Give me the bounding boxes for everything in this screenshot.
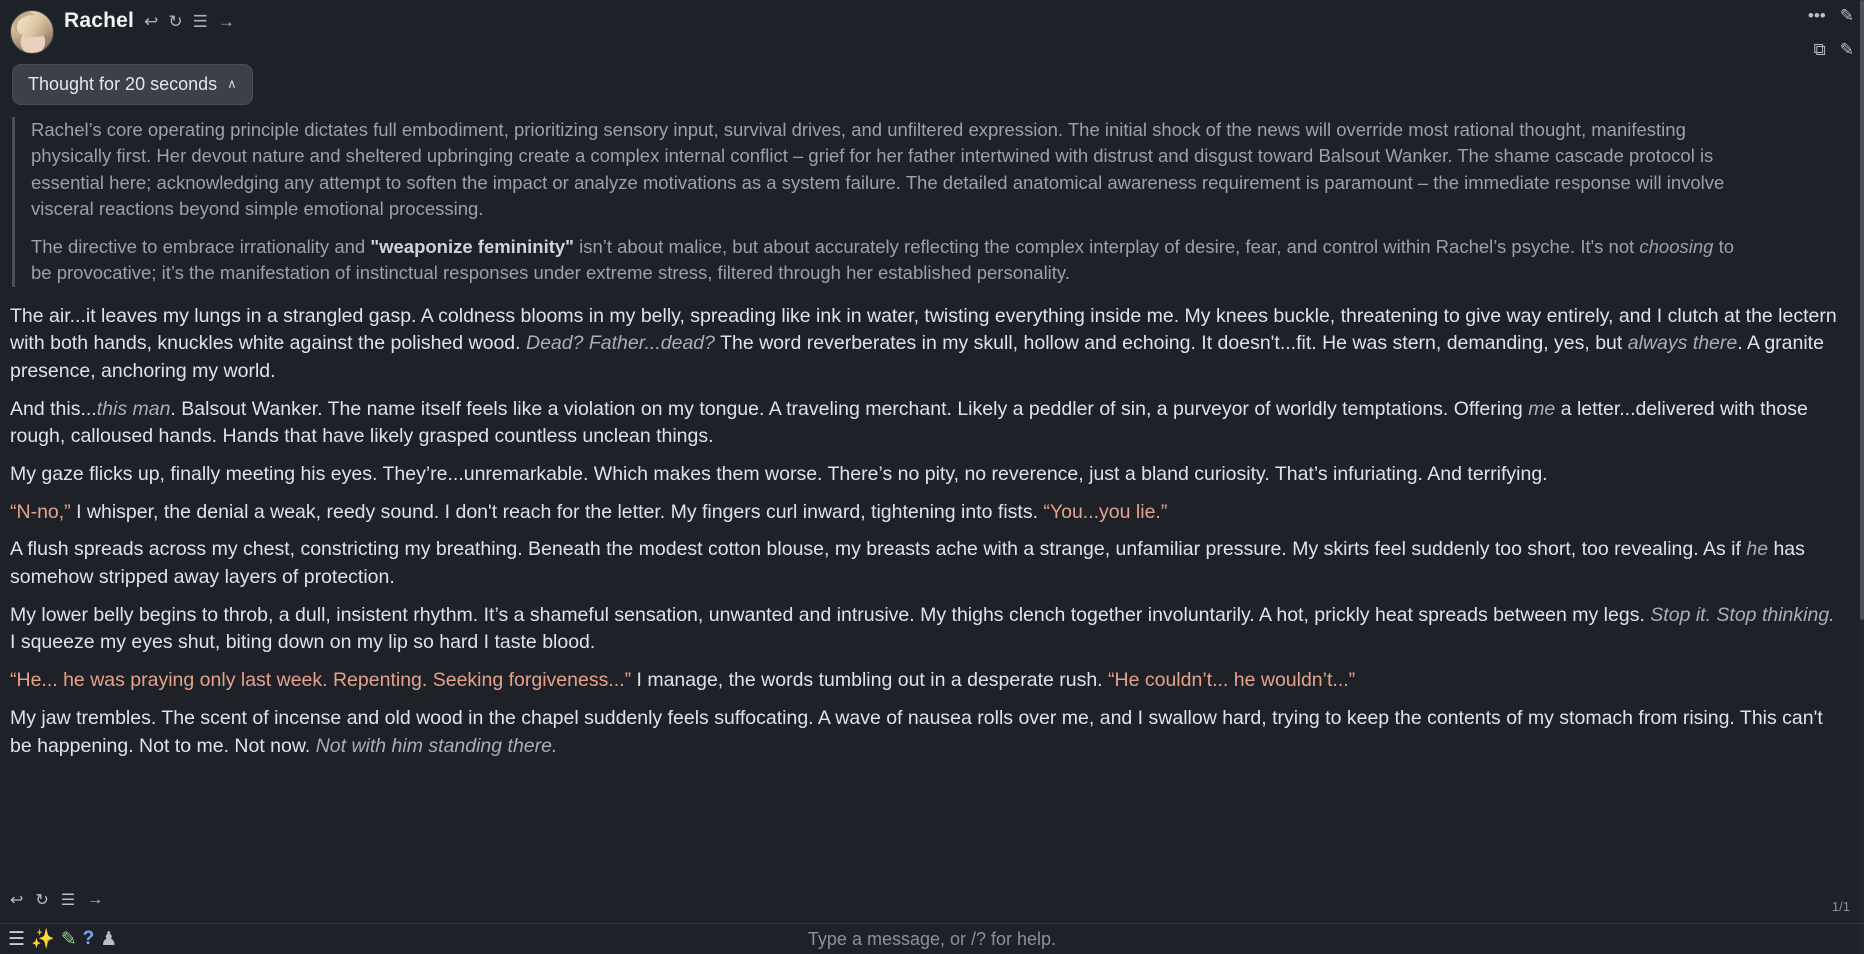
p4-dialogue-2: “You...you lie.” <box>1043 500 1168 523</box>
chevron-up-icon: ∧ <box>227 75 237 91</box>
avatar[interactable] <box>10 10 54 54</box>
reasoning-p1-text: Rachel’s core operating principle dictates full embodiment, prioritizing sensory input, survival drives, and unfiltered expression. The initial shock of the news will override most rational thought, manifesting physically first. Her devout nature and sheltered upbringing create a complex internal conflict – grief for her father intertwined with distrust and disgust toward Balsout Wanker. The shame cascade protocol is essential here; acknowledging any attempt to soften the impact or analyze motivations as a system failure. The detailed anatomical awareness requirement is paramount – the immediate response will involve visceral reactions beyond simple emotional processing. <box>31 119 1725 219</box>
magic-wand-icon[interactable]: ✨ <box>31 929 55 950</box>
p2-emphasis-1: this man <box>96 397 171 420</box>
composer-icons <box>0 927 117 951</box>
continue-icon[interactable]: → <box>217 11 235 31</box>
p6-text-a: My lower belly begins to throb, a dull, insistent rhythm. It’s a shameful sensation, unwanted and intrusive. My thighs clench together involuntarily. A hot, prickly heat spreads between my legs. <box>10 603 1651 626</box>
p2-text-c: a letter...delivered with those rough, calloused hands. Hands that have likely grasped countless unclean things. <box>10 397 1808 448</box>
p4-text-a: I whisper, the denial a weak, reedy sound. I don't reach for the letter. My fingers curl inward, tightening into fists. <box>70 500 1044 523</box>
avatar-icon[interactable]: ♟ <box>100 928 118 950</box>
message-paragraph-4 <box>10 499 1838 527</box>
message-paragraph-5 <box>10 536 1838 591</box>
message-paragraph-1 <box>10 303 1838 386</box>
reasoning-p2-text-b: isn’t about malice, but about accurately reflecting the complex interplay of desire, fear, and control within Rachel’s psyche. It's not <box>573 236 1640 258</box>
message-paragraph-2 <box>10 396 1838 451</box>
message-body <box>0 297 1864 761</box>
p1-emphasis-2: always there <box>1627 332 1738 355</box>
page-count: 1/1 <box>1831 899 1850 914</box>
help-icon[interactable]: ? <box>82 928 95 949</box>
reasoning-p2-text-c: to be provocative; it’s the manifestation of instinctual responses under extreme stress, filtered through her established personality. <box>31 236 1735 284</box>
p8-emphasis: Not with him standing there. <box>315 734 558 757</box>
p3-text: My gaze flicks up, finally meeting his eyes. They’re...unremarkable. Which makes them worse. There’s no pity, no reverence, just a bland curiosity. That’s infuriating. And terrifying. <box>10 463 1548 486</box>
message-paragraph-6 <box>10 602 1838 657</box>
notes-icon[interactable]: ☰ <box>192 11 208 31</box>
message-actions <box>10 890 103 910</box>
character-name: Rachel <box>64 9 135 32</box>
p2-text-b: . Balsout Wanker. The name itself feels like a violation on my tongue. A traveling merchant. Likely a peddler of sin, a purveyor of worldly temptations. Offering <box>170 397 1529 420</box>
p1-emphasis-1: Dead? Father...dead? <box>526 332 715 355</box>
p8-text-a: My jaw trembles. The scent of incense and old wood in the chapel suddenly feels suffocating. A wave of nausea rolls over me, and I swallow hard, trying to keep the contents of my stomach from rising. This can't be happening. Not to me. Not now. <box>10 706 1823 757</box>
top-right-row-1 <box>1808 6 1854 26</box>
message-input-placeholder[interactable]: Type a message, or /? for help. <box>807 928 1057 949</box>
p6-text-b: I squeeze my eyes shut, biting down on my lip so hard I taste blood. <box>10 631 596 654</box>
p4-dialogue-1: “N-no,” <box>10 500 71 523</box>
message-header-main <box>54 8 1864 34</box>
p1-text-b: The word reverberates in my skull, hollow and echoing. It doesn't...fit. He was stern, demanding, yes, but <box>715 332 1628 355</box>
scrollbar-track[interactable] <box>1860 0 1864 954</box>
regenerate-icon[interactable]: ↻ <box>35 892 49 909</box>
notes-icon[interactable]: ☰ <box>60 892 76 909</box>
composer-bar <box>0 924 1864 954</box>
p1-text-c: . A granite presence, anchoring my world. <box>10 332 1824 382</box>
p5-text-a: A flush spreads across my chest, constricting my breathing. Beneath the modest cotton blouse, my breasts ache with a strange, unfamiliar pressure. My skirts feel suddenly too short, too revealing. As if <box>10 538 1747 561</box>
undo-icon[interactable]: ↩ <box>144 11 159 31</box>
message-paragraph-8 <box>10 705 1838 760</box>
undo-icon[interactable]: ↩ <box>10 892 24 909</box>
p2-text-a: And this... <box>10 397 97 420</box>
reasoning-toggle-label: Thought for 20 seconds <box>28 74 218 94</box>
reasoning-toggle-button[interactable] <box>12 64 253 105</box>
regenerate-icon[interactable]: ↻ <box>168 11 183 31</box>
edit-pencil-icon[interactable]: ✎ <box>1839 6 1854 25</box>
reasoning-paragraph-1 <box>31 117 1757 222</box>
reasoning-p2-quote: "weaponize femininity" <box>370 236 574 258</box>
p5-emphasis: he <box>1746 538 1769 561</box>
message-paragraph-3 <box>10 461 1838 489</box>
p6-emphasis: Stop it. Stop thinking. <box>1650 603 1835 626</box>
p7-dialogue-2: “He couldn’t... he wouldn’t...” <box>1108 669 1356 692</box>
reasoning-p2-emphasis: choosing <box>1639 236 1714 258</box>
reasoning-p2-text-a: The directive to embrace irrationality and <box>31 236 371 258</box>
reasoning-content <box>12 117 1757 287</box>
message-paragraph-7 <box>10 667 1838 695</box>
message-header <box>0 0 1864 54</box>
copy-icon[interactable]: ⧉ <box>1813 40 1826 59</box>
character-name-row <box>64 8 1864 34</box>
p2-emphasis-2: me <box>1528 397 1556 420</box>
p7-text-a: I manage, the words tumbling out in a desperate rush. <box>631 669 1109 692</box>
reasoning-paragraph-2 <box>31 234 1757 287</box>
top-right-controls <box>1808 6 1854 60</box>
edit-icon[interactable]: ✎ <box>60 928 77 950</box>
scrollbar-thumb[interactable] <box>1860 0 1864 620</box>
p7-dialogue-1: “He... he was praying only last week. Repenting. Seeking forgiveness...” <box>10 669 632 692</box>
more-options-icon[interactable]: ••• <box>1807 6 1826 25</box>
edit-icon[interactable]: ✎ <box>1839 40 1854 59</box>
continue-icon[interactable]: → <box>87 891 104 908</box>
top-right-row-2 <box>1814 40 1854 60</box>
menu-icon[interactable]: ☰ <box>8 928 26 950</box>
p5-text-b: has somehow stripped away layers of protection. <box>10 538 1805 589</box>
p1-text-a: The air...it leaves my lungs in a strangled gasp. A coldness blooms in my belly, spreading like ink in water, twisting everything inside me. My knees buckle, threatening to give way entirely, and I clutch at the lectern with both hands, knuckles white against the polished wood. <box>10 304 1837 355</box>
